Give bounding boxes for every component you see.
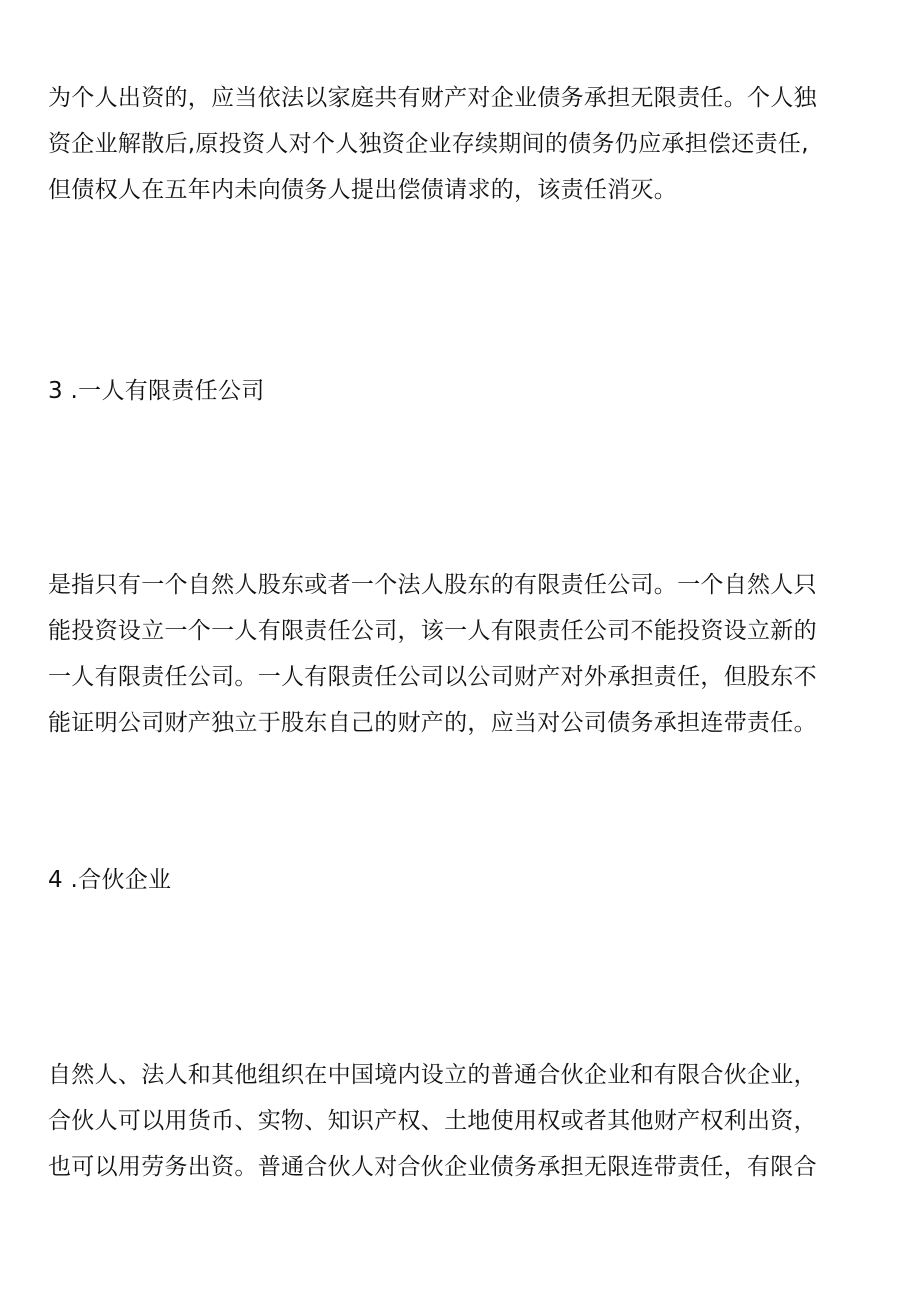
paragraph-partnership xyxy=(48,1052,874,1190)
text-line: 但债权人在五年内未向债务人提出偿债请求的，该责任消灭。 xyxy=(48,177,678,203)
paragraph-one-person-company xyxy=(48,562,874,746)
text-line: 能证明公司财产独立于股东自己的财产的，应当对公司债务承担连带责任。 xyxy=(48,710,817,736)
text-line: 资企业解散后,原投资人对个人独资企业存续期间的债务仍应承担偿还责任, xyxy=(48,131,809,157)
text-line: 一人有限责任公司。一人有限责任公司以公司财产对外承担责任，但股东不 xyxy=(48,664,817,690)
text-line: 自然人、法人和其他组织在中国境内设立的普通合伙企业和有限合伙企业， xyxy=(48,1062,817,1088)
text-line: 为个人出资的，应当依法以家庭共有财产对企业债务承担无限责任。个人独 xyxy=(48,85,817,111)
paragraph-sole-proprietorship-liability xyxy=(48,75,874,213)
text-line: 也可以用劳务出资。普通合伙人对合伙企业债务承担无限连带责任，有限合 xyxy=(48,1154,817,1180)
text-line: 能投资设立一个一人有限责任公司，该一人有限责任公司不能投资设立新的 xyxy=(48,618,817,644)
text-line: 是指只有一个自然人股东或者一个法人股东的有限责任公司。一个自然人只 xyxy=(48,572,817,598)
section-heading-partnership: 4 .合伙企业 xyxy=(48,867,172,893)
section-heading-one-person-company: 3 .一人有限责任公司 xyxy=(48,378,265,404)
text-line: 合伙人可以用货币、实物、知识产权、土地使用权或者其他财产权利出资， xyxy=(48,1108,817,1134)
